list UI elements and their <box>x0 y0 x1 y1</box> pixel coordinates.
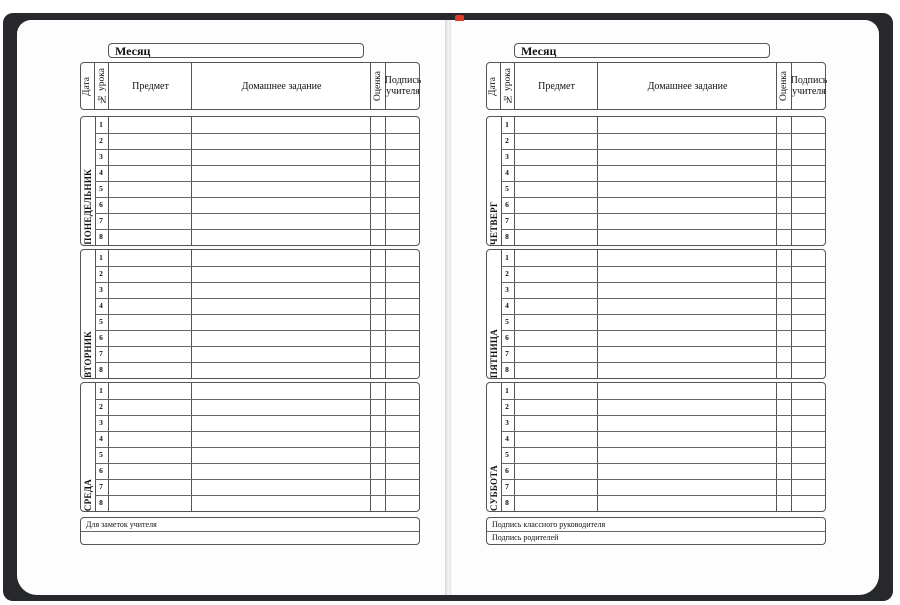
lesson-number: 4 <box>505 434 509 443</box>
lesson-number: 5 <box>505 184 509 193</box>
lesson-number: 3 <box>505 152 509 161</box>
subject-cell[interactable] <box>515 165 596 180</box>
teacher-signature-cell[interactable] <box>386 149 418 164</box>
lesson-number: 4 <box>99 434 103 443</box>
grade-cell[interactable] <box>371 250 384 265</box>
teacher-signature-cell[interactable] <box>792 197 824 212</box>
teacher-signature-cell[interactable] <box>386 447 418 462</box>
teacher-signature-cell[interactable] <box>386 314 418 329</box>
month-field-right[interactable]: Месяц <box>514 43 770 58</box>
grade-cell[interactable] <box>371 213 384 228</box>
homework-cell[interactable] <box>598 181 775 196</box>
grade-cell[interactable] <box>371 149 384 164</box>
homework-cell[interactable] <box>192 479 369 494</box>
subject-cell[interactable] <box>109 117 190 132</box>
lesson-number: 8 <box>505 232 509 241</box>
table-header-right <box>486 62 826 110</box>
grade-cell[interactable] <box>777 250 790 265</box>
teacher-signature-cell[interactable] <box>386 197 418 212</box>
homework-cell[interactable] <box>192 229 369 244</box>
header-grade: Оценка <box>370 63 386 109</box>
homework-cell[interactable] <box>192 165 369 180</box>
teacher-signature-cell[interactable] <box>792 165 824 180</box>
grade-cell[interactable] <box>371 298 384 313</box>
homework-cell[interactable] <box>192 149 369 164</box>
lesson-number: 3 <box>99 418 103 427</box>
lesson-number: 5 <box>99 450 103 459</box>
subject-cell[interactable] <box>515 447 596 462</box>
grade-cell[interactable] <box>777 197 790 212</box>
homework-cell[interactable] <box>598 133 775 148</box>
teacher-signature-cell[interactable] <box>792 330 824 345</box>
homework-cell[interactable] <box>192 197 369 212</box>
teacher-signature-cell[interactable] <box>792 362 824 377</box>
homework-cell[interactable] <box>192 431 369 446</box>
teacher-signature-cell[interactable] <box>792 181 824 196</box>
subject-cell[interactable] <box>109 362 190 377</box>
subject-cell[interactable] <box>515 362 596 377</box>
subject-cell[interactable] <box>515 149 596 164</box>
day-name: ПОНЕДЕЛЬНИК <box>83 169 93 245</box>
grade-cell[interactable] <box>371 197 384 212</box>
homework-cell[interactable] <box>192 266 369 281</box>
grade-cell[interactable] <box>777 362 790 377</box>
lesson-number: 1 <box>505 386 509 395</box>
homework-cell[interactable] <box>598 479 775 494</box>
grade-cell[interactable] <box>777 229 790 244</box>
month-field-left[interactable]: Месяц <box>108 43 364 58</box>
day-block-left-1 <box>80 116 420 246</box>
subject-cell[interactable] <box>109 479 190 494</box>
lesson-number: 1 <box>505 120 509 129</box>
lesson-number: 7 <box>99 482 103 491</box>
teacher-signature-cell[interactable] <box>792 298 824 313</box>
grade-cell[interactable] <box>777 479 790 494</box>
table-header-left <box>80 62 420 110</box>
day-block-right-1 <box>486 116 826 246</box>
lesson-number: 5 <box>505 450 509 459</box>
subject-cell[interactable] <box>109 314 190 329</box>
grade-cell[interactable] <box>371 330 384 345</box>
grade-cell[interactable] <box>371 266 384 281</box>
grade-cell[interactable] <box>371 346 384 361</box>
homework-cell[interactable] <box>192 346 369 361</box>
day-name: СРЕДА <box>83 478 93 511</box>
subject-cell[interactable] <box>515 250 596 265</box>
lesson-number: 4 <box>505 168 509 177</box>
header-date: Дата <box>82 76 92 96</box>
grade-cell[interactable] <box>371 282 384 297</box>
grade-cell[interactable] <box>371 181 384 196</box>
lesson-number: 4 <box>99 301 103 310</box>
footer-divider <box>81 531 419 532</box>
subject-cell[interactable] <box>515 479 596 494</box>
grade-cell[interactable] <box>777 213 790 228</box>
homework-cell[interactable] <box>192 415 369 430</box>
subject-cell[interactable] <box>109 431 190 446</box>
day-block-left-2 <box>80 249 420 379</box>
grade-cell[interactable] <box>777 346 790 361</box>
teacher-signature-cell[interactable] <box>386 282 418 297</box>
homework-cell[interactable] <box>192 282 369 297</box>
grade-cell[interactable] <box>777 495 790 510</box>
teacher-signature-cell[interactable] <box>386 229 418 244</box>
homework-cell[interactable] <box>192 117 369 132</box>
lesson-number: 7 <box>99 349 103 358</box>
teacher-signature-cell[interactable] <box>386 362 418 377</box>
lesson-number: 2 <box>505 136 509 145</box>
subject-cell[interactable] <box>109 463 190 478</box>
header-homework: Домашнее задание <box>597 63 777 109</box>
lesson-number: 6 <box>99 200 103 209</box>
subject-cell[interactable] <box>515 213 596 228</box>
grade-cell[interactable] <box>371 133 384 148</box>
teacher-notes-label: Для заметок учителя <box>86 520 157 529</box>
day-name: СУББОТА <box>489 465 499 511</box>
subject-cell[interactable] <box>515 383 596 398</box>
subject-cell[interactable] <box>109 250 190 265</box>
lesson-number: 6 <box>99 466 103 475</box>
lesson-number: 8 <box>99 498 103 507</box>
homework-cell[interactable] <box>598 165 775 180</box>
teacher-signature-cell[interactable] <box>792 314 824 329</box>
lesson-number: 3 <box>505 285 509 294</box>
teacher-signature-cell[interactable] <box>792 213 824 228</box>
class-teacher-signature-label: Подпись классного руководителя <box>492 520 606 529</box>
parents-signature-label: Подпись родителей <box>492 533 559 542</box>
lesson-number: 6 <box>99 333 103 342</box>
subject-cell[interactable] <box>515 346 596 361</box>
grade-cell[interactable] <box>371 479 384 494</box>
grade-cell[interactable] <box>371 399 384 414</box>
grade-cell[interactable] <box>371 362 384 377</box>
subject-cell[interactable] <box>515 133 596 148</box>
homework-cell[interactable] <box>192 330 369 345</box>
planner-spine <box>445 20 451 595</box>
homework-cell[interactable] <box>598 399 775 414</box>
grade-cell[interactable] <box>371 463 384 478</box>
homework-cell[interactable] <box>192 250 369 265</box>
homework-cell[interactable] <box>598 250 775 265</box>
lesson-number: 5 <box>505 317 509 326</box>
homework-cell[interactable] <box>598 314 775 329</box>
homework-cell[interactable] <box>192 314 369 329</box>
grade-cell[interactable] <box>777 415 790 430</box>
homework-cell[interactable] <box>598 213 775 228</box>
subject-cell[interactable] <box>515 197 596 212</box>
teacher-signature-cell[interactable] <box>792 383 824 398</box>
lesson-number: 5 <box>99 317 103 326</box>
lesson-number: 1 <box>99 386 103 395</box>
subject-cell[interactable] <box>515 330 596 345</box>
subject-cell[interactable] <box>515 282 596 297</box>
lesson-number: 2 <box>99 402 103 411</box>
homework-cell[interactable] <box>192 133 369 148</box>
header-grade: Оценка <box>776 63 792 109</box>
subject-cell[interactable] <box>515 415 596 430</box>
lesson-number: 6 <box>505 200 509 209</box>
teacher-signature-cell[interactable] <box>792 399 824 414</box>
subject-cell[interactable] <box>109 298 190 313</box>
teacher-signature-cell[interactable] <box>386 495 418 510</box>
lesson-number: 8 <box>99 232 103 241</box>
header-lesson-no: № урока <box>500 63 515 109</box>
grade-cell[interactable] <box>777 383 790 398</box>
teacher-signature-cell[interactable] <box>792 415 824 430</box>
homework-cell[interactable] <box>598 330 775 345</box>
teacher-signature-cell[interactable] <box>792 495 824 510</box>
grade-cell[interactable] <box>371 314 384 329</box>
lesson-number: 4 <box>505 301 509 310</box>
teacher-signature-cell[interactable] <box>792 133 824 148</box>
homework-cell[interactable] <box>598 362 775 377</box>
subject-cell[interactable] <box>109 415 190 430</box>
homework-cell[interactable] <box>192 362 369 377</box>
teacher-signature-cell[interactable] <box>386 133 418 148</box>
homework-cell[interactable] <box>598 197 775 212</box>
subject-cell[interactable] <box>109 213 190 228</box>
teacher-signature-cell[interactable] <box>386 415 418 430</box>
homework-cell[interactable] <box>598 229 775 244</box>
subject-cell[interactable] <box>515 266 596 281</box>
grade-cell[interactable] <box>777 181 790 196</box>
subject-cell[interactable] <box>109 495 190 510</box>
lesson-number: 1 <box>99 120 103 129</box>
homework-cell[interactable] <box>192 298 369 313</box>
day-block-right-3 <box>486 382 826 512</box>
teacher-signature-cell[interactable] <box>386 165 418 180</box>
teacher-signature-cell[interactable] <box>386 266 418 281</box>
grade-cell[interactable] <box>777 149 790 164</box>
teacher-signature-cell[interactable] <box>792 149 824 164</box>
subject-cell[interactable] <box>515 314 596 329</box>
teacher-signature-cell[interactable] <box>386 399 418 414</box>
subject-cell[interactable] <box>515 181 596 196</box>
lesson-number: 3 <box>99 285 103 294</box>
homework-cell[interactable] <box>598 463 775 478</box>
teacher-signature-cell[interactable] <box>792 282 824 297</box>
subject-cell[interactable] <box>109 330 190 345</box>
lesson-number: 2 <box>99 269 103 278</box>
homework-cell[interactable] <box>598 346 775 361</box>
teacher-signature-cell[interactable] <box>792 463 824 478</box>
subject-cell[interactable] <box>109 282 190 297</box>
subject-cell[interactable] <box>109 399 190 414</box>
grade-cell[interactable] <box>371 383 384 398</box>
subject-cell[interactable] <box>515 495 596 510</box>
grade-cell[interactable] <box>371 495 384 510</box>
grade-cell[interactable] <box>371 165 384 180</box>
grade-cell[interactable] <box>371 117 384 132</box>
teacher-signature-cell[interactable] <box>386 330 418 345</box>
subject-cell[interactable] <box>515 229 596 244</box>
teacher-signature-cell[interactable] <box>386 479 418 494</box>
teacher-signature-cell[interactable] <box>792 117 824 132</box>
homework-cell[interactable] <box>192 213 369 228</box>
subject-cell[interactable] <box>109 181 190 196</box>
grade-cell[interactable] <box>777 447 790 462</box>
homework-cell[interactable] <box>192 383 369 398</box>
header-lesson-no: № урока <box>94 63 109 109</box>
lesson-number: 4 <box>99 168 103 177</box>
subject-cell[interactable] <box>109 447 190 462</box>
lesson-number: 8 <box>99 365 103 374</box>
day-name: ЧЕТВЕРГ <box>489 201 499 245</box>
lesson-number: 2 <box>99 136 103 145</box>
subject-cell[interactable] <box>515 298 596 313</box>
lesson-number: 7 <box>505 349 509 358</box>
grade-cell[interactable] <box>371 415 384 430</box>
grade-cell[interactable] <box>777 399 790 414</box>
subject-cell[interactable] <box>515 431 596 446</box>
grade-cell[interactable] <box>371 229 384 244</box>
teacher-signature-cell[interactable] <box>386 181 418 196</box>
grade-cell[interactable] <box>777 165 790 180</box>
grade-cell[interactable] <box>777 266 790 281</box>
subject-cell[interactable] <box>109 266 190 281</box>
grade-cell[interactable] <box>777 298 790 313</box>
teacher-signature-cell[interactable] <box>386 383 418 398</box>
day-name: ПЯТНИЦА <box>489 328 499 378</box>
grade-cell[interactable] <box>371 447 384 462</box>
header-subject: Предмет <box>108 63 192 109</box>
subject-cell[interactable] <box>109 383 190 398</box>
lesson-number: 8 <box>505 498 509 507</box>
teacher-notes-box[interactable] <box>80 517 420 545</box>
homework-cell[interactable] <box>192 495 369 510</box>
lesson-number: 6 <box>505 466 509 475</box>
lesson-number: 5 <box>99 184 103 193</box>
header-date: Дата <box>488 76 498 96</box>
teacher-signature-cell[interactable] <box>386 117 418 132</box>
teacher-signature-cell[interactable] <box>386 463 418 478</box>
day-block-left-3 <box>80 382 420 512</box>
teacher-signature-cell[interactable] <box>386 431 418 446</box>
homework-cell[interactable] <box>598 447 775 462</box>
header-subject: Предмет <box>514 63 598 109</box>
subject-cell[interactable] <box>109 149 190 164</box>
teacher-signature-cell[interactable] <box>792 479 824 494</box>
homework-cell[interactable] <box>192 447 369 462</box>
grade-cell[interactable] <box>777 314 790 329</box>
homework-cell[interactable] <box>192 181 369 196</box>
grade-cell[interactable] <box>777 330 790 345</box>
lesson-number: 8 <box>505 365 509 374</box>
lesson-number: 7 <box>505 482 509 491</box>
grade-cell[interactable] <box>777 117 790 132</box>
teacher-signature-cell[interactable] <box>386 250 418 265</box>
teacher-signature-cell[interactable] <box>386 298 418 313</box>
grade-cell[interactable] <box>777 431 790 446</box>
homework-cell[interactable] <box>192 463 369 478</box>
teacher-signature-cell[interactable] <box>792 250 824 265</box>
subject-cell[interactable] <box>109 346 190 361</box>
lesson-number: 1 <box>99 253 103 262</box>
lesson-number: 7 <box>99 216 103 225</box>
homework-cell[interactable] <box>598 117 775 132</box>
header-signature: Подпись учителя <box>385 63 420 109</box>
subject-cell[interactable] <box>515 463 596 478</box>
teacher-signature-cell[interactable] <box>792 229 824 244</box>
teacher-signature-cell[interactable] <box>386 213 418 228</box>
subject-cell[interactable] <box>109 229 190 244</box>
homework-cell[interactable] <box>598 266 775 281</box>
homework-cell[interactable] <box>598 415 775 430</box>
subject-cell[interactable] <box>109 165 190 180</box>
signatures-box[interactable] <box>486 517 826 545</box>
homework-cell[interactable] <box>598 495 775 510</box>
homework-cell[interactable] <box>598 282 775 297</box>
header-homework: Домашнее задание <box>191 63 371 109</box>
homework-cell[interactable] <box>192 399 369 414</box>
lesson-number: 3 <box>505 418 509 427</box>
lesson-number: 1 <box>505 253 509 262</box>
lesson-number: 7 <box>505 216 509 225</box>
grade-cell[interactable] <box>777 282 790 297</box>
subject-cell[interactable] <box>515 399 596 414</box>
grade-cell[interactable] <box>371 431 384 446</box>
teacher-signature-cell[interactable] <box>792 346 824 361</box>
teacher-signature-cell[interactable] <box>792 266 824 281</box>
homework-cell[interactable] <box>598 431 775 446</box>
lesson-number: 2 <box>505 402 509 411</box>
bookmark-ribbon <box>455 15 464 21</box>
lesson-number: 6 <box>505 333 509 342</box>
homework-cell[interactable] <box>598 149 775 164</box>
day-name: ВТОРНИК <box>83 331 93 378</box>
subject-cell[interactable] <box>109 133 190 148</box>
day-block-right-2 <box>486 249 826 379</box>
lesson-number: 3 <box>99 152 103 161</box>
header-signature: Подпись учителя <box>791 63 826 109</box>
grade-cell[interactable] <box>777 133 790 148</box>
grade-cell[interactable] <box>777 463 790 478</box>
subject-cell[interactable] <box>109 197 190 212</box>
subject-cell[interactable] <box>515 117 596 132</box>
homework-cell[interactable] <box>598 383 775 398</box>
homework-cell[interactable] <box>598 298 775 313</box>
teacher-signature-cell[interactable] <box>792 431 824 446</box>
teacher-signature-cell[interactable] <box>386 346 418 361</box>
teacher-signature-cell[interactable] <box>792 447 824 462</box>
lesson-number: 2 <box>505 269 509 278</box>
